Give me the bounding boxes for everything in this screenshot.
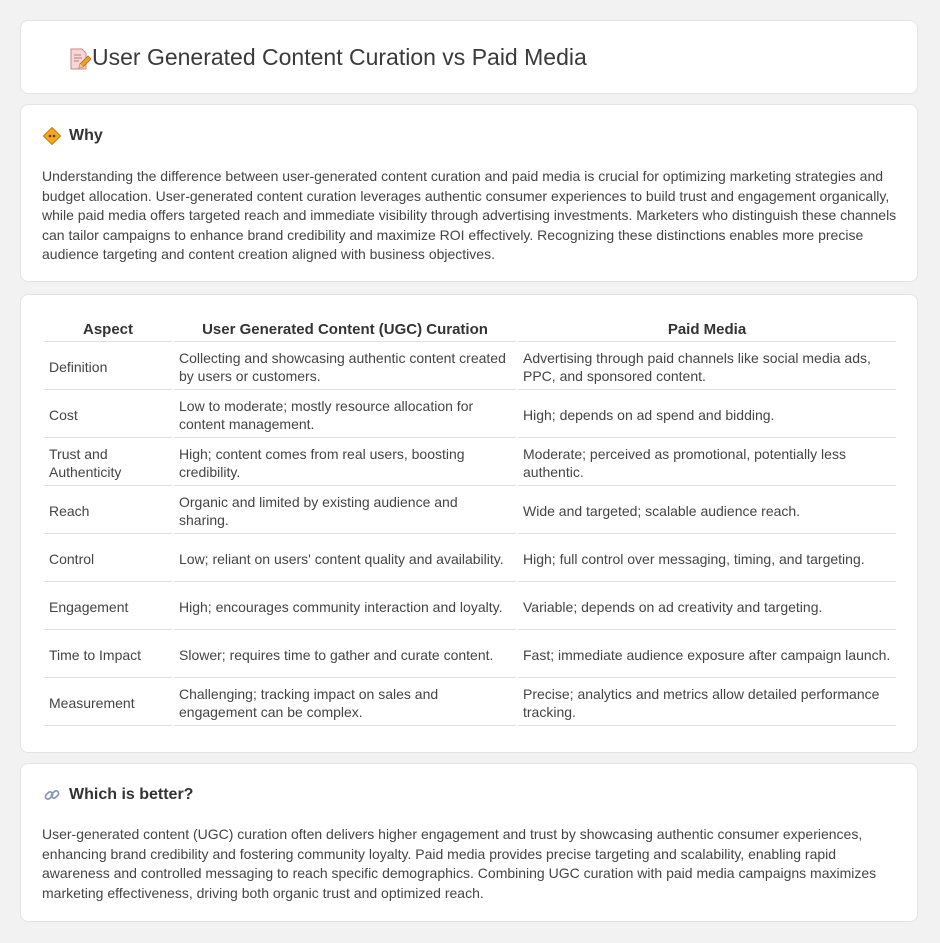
ugc-cell: Collecting and showcasing authentic content created by users or customers. [174, 344, 516, 390]
table-row [44, 584, 896, 630]
table-row [44, 680, 896, 726]
aspect-cell: Measurement [44, 680, 172, 726]
aspect-cell: Cost [44, 392, 172, 438]
why-section [20, 104, 918, 282]
table-row [44, 440, 896, 486]
paid-cell: High; full control over messaging, timing, and targeting. [518, 536, 896, 582]
which-text: User-generated content (UGC) curation often delivers higher engagement and trust by showcasing authentic consumer experiences, enhancing brand credibility and fostering community loyalty. Paid media provides precise targeting and scalability, enabling rapid awareness and controlled messaging to reach specific demographics. Combining UGC curation with paid media campaigns maximizes marketing effectiveness, driving both organic trust and optimized reach. [42, 826, 877, 901]
link-icon [43, 786, 61, 804]
diamond-sign-icon [43, 127, 61, 145]
paid-cell: High; depends on ad spend and bidding. [518, 392, 896, 438]
header-paid: Paid Media [518, 317, 896, 342]
table-header-row [44, 317, 896, 342]
paid-cell: Wide and targeted; scalable audience reach. [518, 488, 896, 534]
ugc-cell: High; encourages community interaction and loyalty. [174, 584, 516, 630]
aspect-cell: Reach [44, 488, 172, 534]
paid-cell: Precise; analytics and metrics allow detailed performance tracking. [518, 680, 896, 726]
comparison-table-card [20, 294, 918, 753]
aspect-cell: Trust and Authenticity [44, 440, 172, 486]
aspect-cell: Control [44, 536, 172, 582]
paid-cell: Variable; depends on ad creativity and targeting. [518, 584, 896, 630]
aspect-cell: Definition [44, 344, 172, 390]
table-row [44, 344, 896, 390]
ugc-cell: Challenging; tracking impact on sales and engagement can be complex. [174, 680, 516, 726]
ugc-cell: Organic and limited by existing audience and sharing. [174, 488, 516, 534]
table-row [44, 632, 896, 678]
table-row [44, 392, 896, 438]
which-section [20, 763, 918, 922]
table-row [44, 536, 896, 582]
document-pencil-icon [67, 47, 91, 71]
aspect-cell: Time to Impact [44, 632, 172, 678]
why-heading: Why [69, 127, 103, 144]
ugc-cell: High; content comes from real users, boosting credibility. [174, 440, 516, 486]
why-text: Understanding the difference between user-generated content curation and paid media is crucial for optimizing marketing strategies and budget allocation. User-generated content curation leverages authentic consumer experiences to build trust and engagement organically, while paid media offers targeted reach and immediate visibility through advertising investments. Marketers who distinguish these channels can tailor campaigns to enhance brand credibility and maximize ROI effectively. Recognizing these distinctions enables more precise audience targeting and content creation aligned with business objectives. [42, 168, 897, 263]
ugc-cell: Slower; requires time to gather and curate content. [174, 632, 516, 678]
header-card [20, 20, 918, 94]
page-title: User Generated Content Curation vs Paid Media [92, 44, 587, 70]
header-ugc: User Generated Content (UGC) Curation [174, 317, 516, 342]
aspect-cell: Engagement [44, 584, 172, 630]
table-row [44, 488, 896, 534]
paid-cell: Advertising through paid channels like social media ads, PPC, and sponsored content. [518, 344, 896, 390]
comparison-table [42, 315, 898, 728]
header-aspect: Aspect [44, 317, 172, 342]
ugc-cell: Low; reliant on users' content quality and availability. [174, 536, 516, 582]
paid-cell: Fast; immediate audience exposure after campaign launch. [518, 632, 896, 678]
ugc-cell: Low to moderate; mostly resource allocation for content management. [174, 392, 516, 438]
paid-cell: Moderate; perceived as promotional, potentially less authentic. [518, 440, 896, 486]
which-heading: Which is better? [69, 786, 194, 803]
